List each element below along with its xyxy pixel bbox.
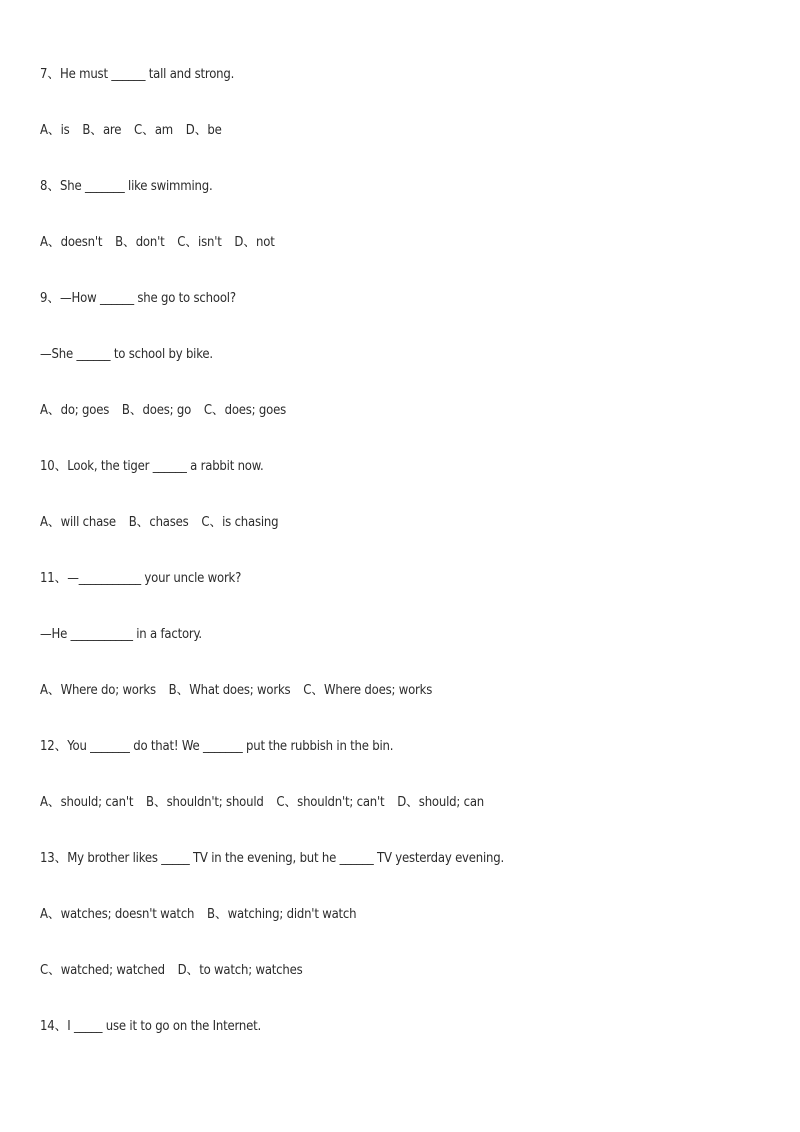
question-8: 8、She _______ like swimming. <box>40 179 213 194</box>
question-11-options: A、Where do; works B、What does; works C、Where does; works <box>40 683 433 698</box>
question-13-options-1: A、watches; doesn't watch B、watching; didn't watch <box>40 907 357 922</box>
question-12-options: A、should; can't B、shouldn't; should C、shouldn't; can't D、should; can <box>40 795 485 810</box>
question-13-options-2: C、watched; watched D、to watch; watches <box>40 963 303 978</box>
question-7: 7、He must ______ tall and strong. <box>40 67 235 82</box>
question-10-options: A、will chase B、chases C、is chasing <box>40 515 279 530</box>
question-10: 10、Look, the tiger ______ a rabbit now. <box>40 459 264 474</box>
question-11-line-2: —He ___________ in a factory. <box>40 627 202 642</box>
question-9-line-2: —She ______ to school by bike. <box>40 347 213 362</box>
question-8-options: A、doesn't B、don't C、isn't D、not <box>40 235 275 250</box>
question-14: 14、I _____ use it to go on the Internet. <box>40 1019 262 1034</box>
question-11-line-1: 11、—___________ your uncle work? <box>40 571 242 586</box>
question-13: 13、My brother likes _____ TV in the evening, but he ______ TV yesterday evening. <box>40 851 504 866</box>
question-9-line-1: 9、—How ______ she go to school? <box>40 291 236 306</box>
question-9-options: A、do; goes B、does; go C、does; goes <box>40 403 287 418</box>
question-12: 12、You _______ do that! We _______ put the rubbish in the bin. <box>40 739 394 754</box>
question-7-options: A、is B、are C、am D、be <box>40 123 222 138</box>
